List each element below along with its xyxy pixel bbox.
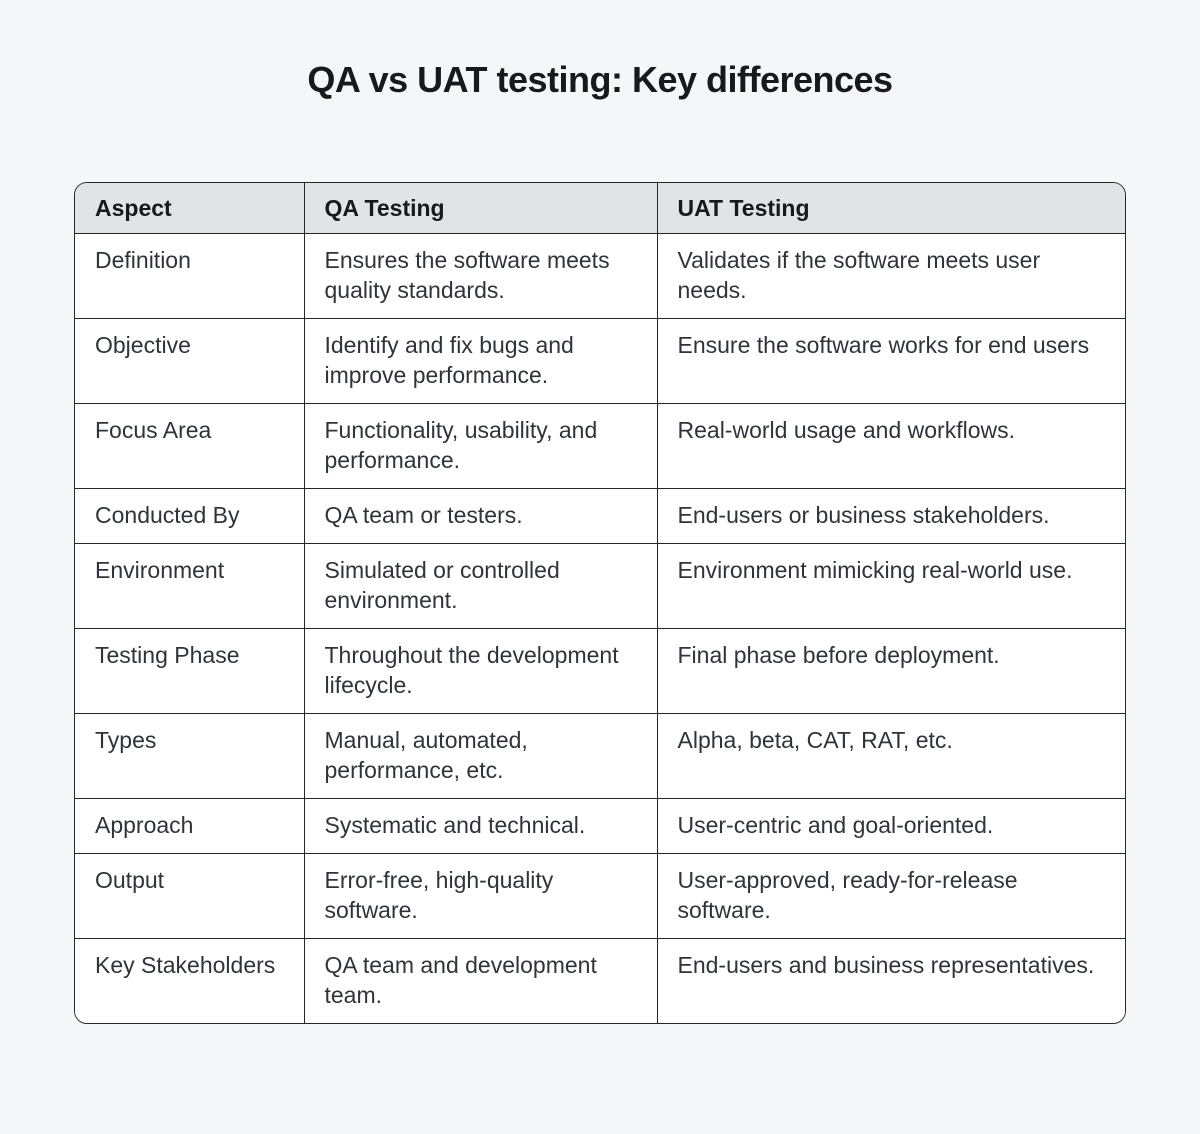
table-row [75,939,1125,1024]
uat-cell: Ensure the software works for end users [657,319,1125,404]
uat-cell: Validates if the software meets user needs. [657,234,1125,319]
uat-cell: Final phase before deployment. [657,629,1125,714]
uat-cell: Environment mimicking real-world use. [657,544,1125,629]
aspect-cell: Focus Area [75,404,304,489]
column-header-aspect: Aspect [75,183,304,234]
aspect-cell: Approach [75,799,304,854]
qa-cell: Error-free, high-quality software. [304,854,657,939]
aspect-cell: Objective [75,319,304,404]
qa-cell: Ensures the software meets quality standards. [304,234,657,319]
qa-cell: Simulated or controlled environment. [304,544,657,629]
column-header-uat-testing: UAT Testing [657,183,1125,234]
qa-cell: QA team or testers. [304,489,657,544]
qa-cell: QA team and development team. [304,939,657,1024]
table-row [75,404,1125,489]
aspect-cell: Testing Phase [75,629,304,714]
page-title: QA vs UAT testing: Key differences [307,59,893,100]
uat-cell: End-users and business representatives. [657,939,1125,1024]
column-header-qa-testing: QA Testing [304,183,657,234]
table-row [75,714,1125,799]
aspect-cell: Key Stakeholders [75,939,304,1024]
qa-cell: Throughout the development lifecycle. [304,629,657,714]
aspect-cell: Conducted By [75,489,304,544]
comparison-table-card [74,182,1126,1024]
table-row [75,489,1125,544]
table-row [75,234,1125,319]
comparison-table [75,183,1125,1023]
aspect-cell: Definition [75,234,304,319]
table-row [75,854,1125,939]
table-row [75,319,1125,404]
aspect-cell: Output [75,854,304,939]
table-header-row [75,183,1125,234]
uat-cell: End-users or business stakeholders. [657,489,1125,544]
table-row [75,799,1125,854]
uat-cell: User-centric and goal-oriented. [657,799,1125,854]
uat-cell: User-approved, ready-for-release software. [657,854,1125,939]
table-row [75,544,1125,629]
uat-cell: Real-world usage and workflows. [657,404,1125,489]
qa-cell: Identify and fix bugs and improve performance. [304,319,657,404]
uat-cell: Alpha, beta, CAT, RAT, etc. [657,714,1125,799]
qa-cell: Functionality, usability, and performance. [304,404,657,489]
table-row [75,629,1125,714]
aspect-cell: Types [75,714,304,799]
aspect-cell: Environment [75,544,304,629]
qa-cell: Systematic and technical. [304,799,657,854]
qa-cell: Manual, automated, performance, etc. [304,714,657,799]
